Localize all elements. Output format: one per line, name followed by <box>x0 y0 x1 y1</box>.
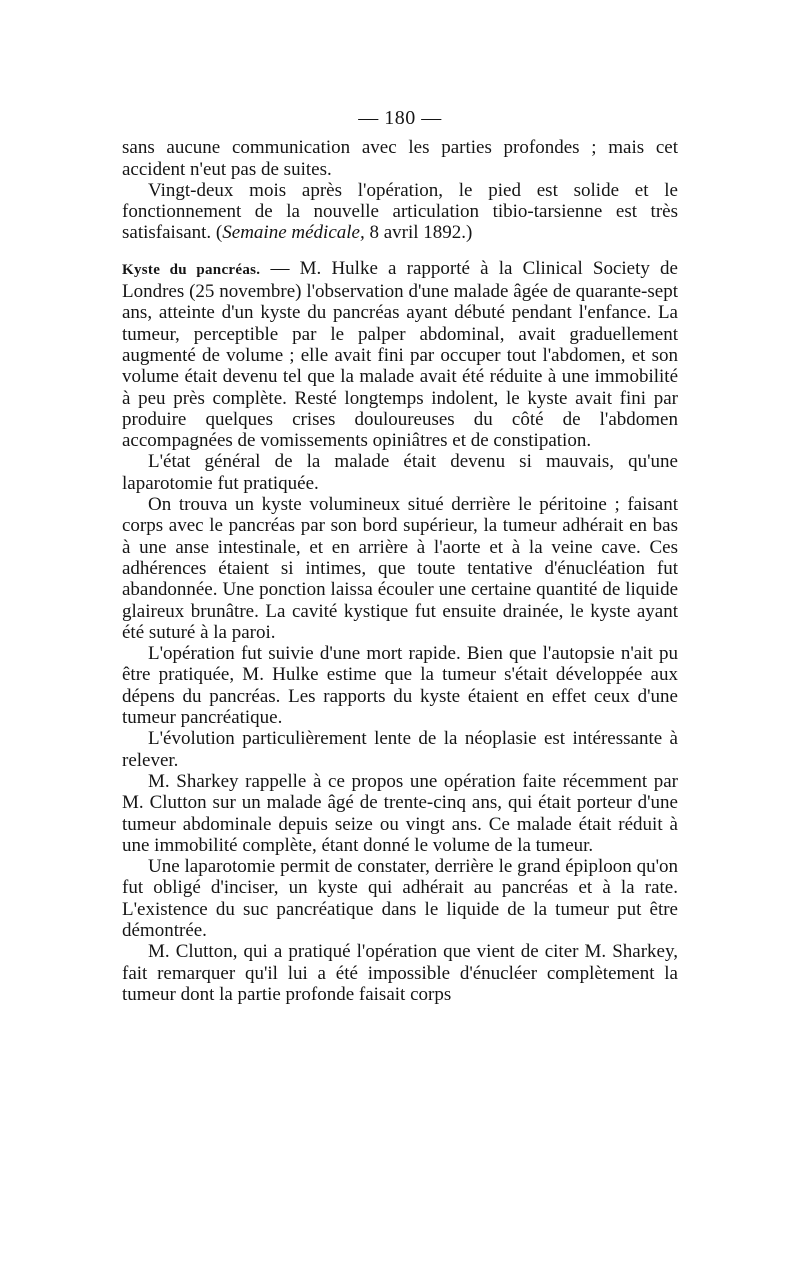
page-number: — 180 — <box>358 107 442 129</box>
paragraph-kyste-volumineux <box>122 494 678 643</box>
paragraph-text: On trouva un kyste volumineux situé derrière le péritoine ; faisant corps avec le pancréas par son bord supérieur, la tumeur adhérait en bas à une anse intestinale, et en arrière à l'aorte et à la veine cave. Ces adhérences étaient si intimes, que toute tentative d'énucléation fut abandonnée. Une ponction laissa écouler une certaine quantité de liquide glaireux brunâtre. La cavité kystique fut ensuite drainée, le kyste ayant été suturé à la paroi. <box>122 494 678 643</box>
paragraph-sharkey <box>122 771 678 856</box>
section-kyste-pancreas <box>122 258 678 452</box>
book-page <box>122 108 678 1005</box>
paragraph-text: — M. Hulke a rapporté à la Clinical Society de Londres (25 novembre) l'observation d'une malade âgée de quarante-sept ans, atteinte d'un kyste du pancréas ayant débuté pendant l'enfance. La tumeur, perceptible par le palper abdominal, avait graduellement augmenté de volume ; elle avait fini par occuper tout l'abdomen, et son volume était devenu tel que la malade avait été réduite à une immobilité à peu près complète. Resté longtemps indolent, le kyste avait fini par produire quelques crises douloureuses du côté de l'abdomen accompagnées de vomissements opiniâtres et de constipation. <box>122 257 678 452</box>
paragraph-text: sans aucune communication avec les parties profondes ; mais cet accident n'eut pas de suites. <box>122 137 678 180</box>
citation-date: 8 avril 1892.) <box>364 222 473 244</box>
paragraph-laparotomie <box>122 856 678 941</box>
paragraph-clutton <box>122 941 678 1005</box>
paragraph-evolution <box>122 728 678 771</box>
paragraph-text: M. Clutton, qui a pratiqué l'opération que vient de citer M. Sharkey, fait remarquer qu'il lui a été impossible d'énucléer complètement la tumeur dont la partie profonde faisait corps <box>122 941 678 1005</box>
paragraph-text: Une laparotomie permit de constater, derrière le grand épiploon qu'on fut obligé d'inciser, un kyste qui adhérait au pancréas et à la rate. L'existence du suc pancréatique dans le liquide de la tumeur put être démontrée. <box>122 856 678 941</box>
paragraph-operation-result <box>122 180 678 244</box>
paragraph-mort-rapide <box>122 643 678 728</box>
citation-source: Semaine médicale, <box>222 222 365 244</box>
paragraph-text: L'état général de la malade était devenu si mauvais, qu'une laparotomie fut pratiquée. <box>122 451 678 494</box>
paragraph-etat-general <box>122 451 678 494</box>
paragraph-text: M. Sharkey rappelle à ce propos une opération faite récemment par M. Clutton sur un malade âgé de trente-cinq ans, qui était porteur d'une tumeur abdominale depuis seize ou vingt ans. Ce malade était réduit à une immobilité complète, étant donné le volume de la tumeur. <box>122 770 678 856</box>
paragraph-continuation <box>122 137 678 180</box>
paragraph-text: L'évolution particulièrement lente de la néoplasie est intéressante à relever. <box>122 728 678 771</box>
paragraph-text: L'opération fut suivie d'une mort rapide. Bien que l'autopsie n'ait pu être pratiquée, M. Hulke estime que la tumeur s'était développée aux dépens du pancréas. Les rapports du kyste étaient en effet ceux d'une tumeur pancréatique. <box>122 643 678 729</box>
paragraph-text: Vingt-deux mois après l'opération, le pied est solide et le fonctionnement de la nouvelle articulation tibio-tarsienne est très satisfaisant. ( <box>122 179 678 244</box>
section-heading: Kyste du pancréas. <box>122 261 261 278</box>
